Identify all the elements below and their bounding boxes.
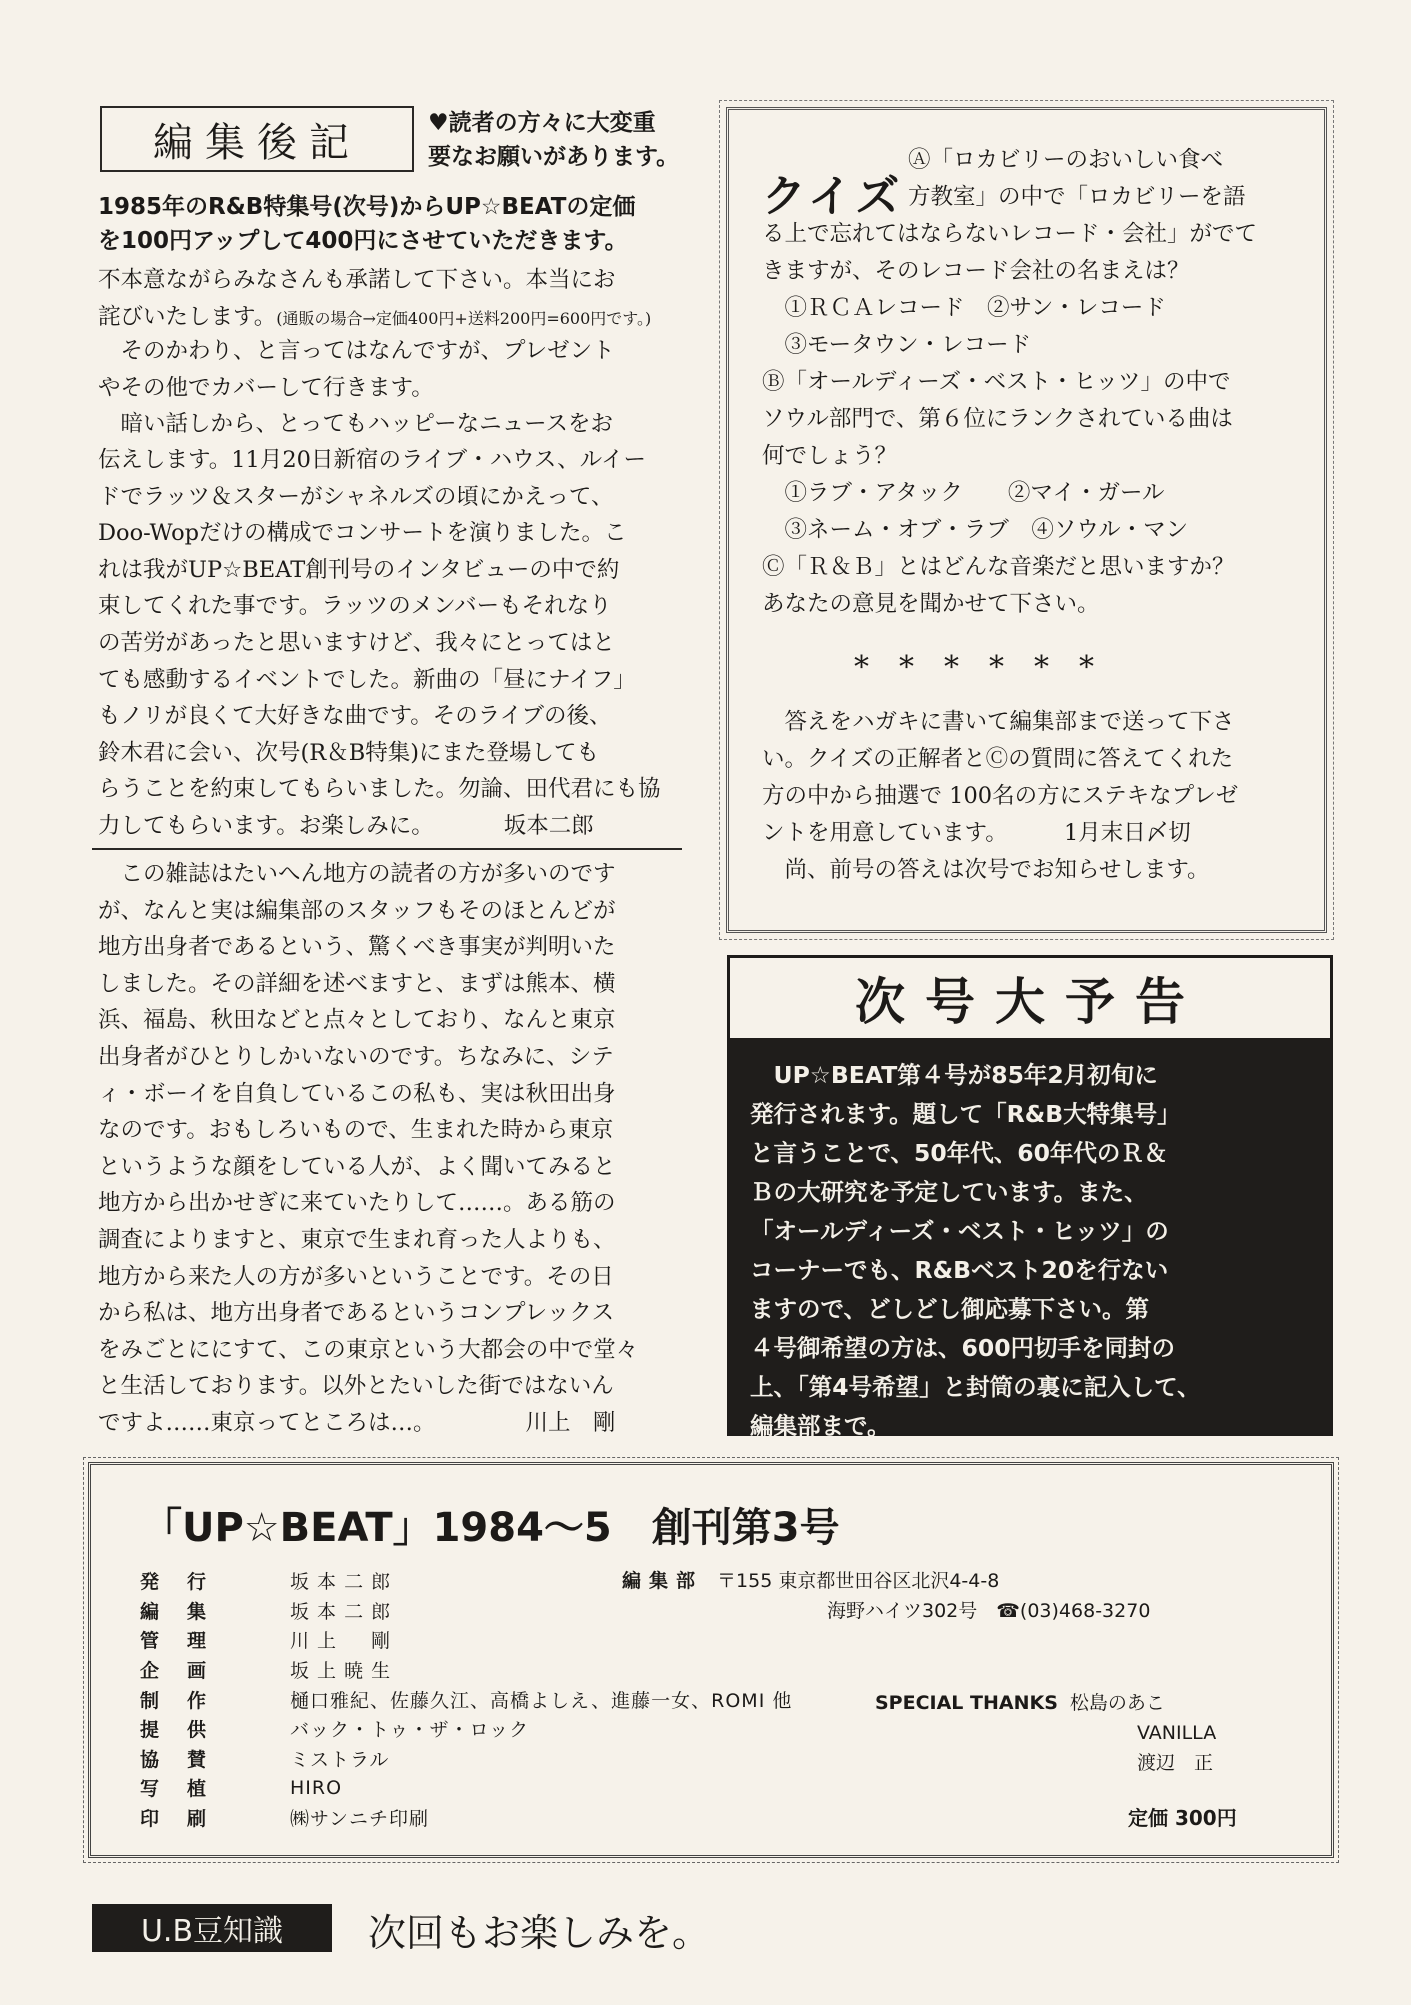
trivia-badge: U.B豆知識 — [92, 1904, 332, 1952]
office-address-line — [622, 1566, 1150, 1596]
signature-sakamoto: 坂本二郎 — [503, 812, 594, 839]
text-line: が、なんと実は編集部のスタッフもそのほとんどが — [98, 897, 616, 924]
text-line: Ⓐ「ロカビリーのおいしい食べ — [908, 147, 1224, 173]
staff-row — [140, 1625, 792, 1655]
text-line: 発行されます。題して「R&B大特集号」 — [750, 1100, 1181, 1128]
text-line: やその他でカバーして行きます。 — [98, 374, 434, 401]
quiz-choice: ③ネーム・オブ・ラブ ④ソウル・マン — [762, 517, 1189, 543]
staff-name: 坂 上 暁 生 — [290, 1660, 392, 1683]
text-line: 尚、前号の答えは次号でお知らせします。 — [762, 857, 1210, 883]
text-line: あなたの意見を聞かせて下さい。 — [762, 591, 1100, 617]
asterisk-divider: ****** — [854, 650, 1124, 685]
text-line: 束してくれた事です。ラッツのメンバーもそれなり — [98, 593, 612, 620]
present-paragraph — [98, 333, 615, 443]
text-line: この雑誌はたいへん地方の読者の方が多いのです — [98, 861, 616, 887]
office-address: 〒155 東京都世田谷区北沢4-4-8 — [717, 1570, 1000, 1592]
text-line: というような顔をしている人が、よく聞いてみると — [98, 1153, 616, 1180]
text-line: 方の中から抽選で 100名の方にステキなプレゼ — [762, 783, 1239, 809]
staff-row — [140, 1744, 792, 1774]
text-line: 「オールディーズ・ベスト・ヒッツ」の — [750, 1217, 1169, 1245]
staff-role: 管理 — [140, 1630, 235, 1653]
next-issue-body — [730, 1038, 1330, 1440]
text-line: れは我がUP☆BEAT創刊号のインタビューの中で約 — [98, 556, 620, 583]
text-line: ドでラッツ＆スターがシャネルズの頃にかえって、 — [98, 483, 614, 510]
signature-kawakami: 川上 剛 — [525, 1409, 616, 1436]
text-line: しました。その詳細を述べますと、まずは熊本、横 — [98, 970, 616, 997]
staff-row — [140, 1773, 792, 1803]
quiz-choice: ③モータウン・レコード — [762, 332, 1032, 358]
text-line: きますが、そのレコード会社の名まえは？ — [762, 258, 1190, 284]
text-line — [98, 299, 651, 338]
thanks-name: 松島のあこ — [1069, 1692, 1165, 1714]
text-line: 上、「第4号希望」と封筒の裏に記入して、 — [750, 1373, 1201, 1401]
staff-name: ㈱サンニチ印刷 — [290, 1808, 430, 1831]
special-thanks — [875, 1688, 1216, 1778]
text-line: 地方から出かせぎに来ていたりして……。ある筋の — [98, 1190, 616, 1217]
issue-number: 創刊第3号 — [651, 1505, 840, 1551]
staff-role: 印刷 — [140, 1808, 235, 1831]
office-label: 編集部 — [622, 1570, 704, 1592]
text-line: る上で忘れてはならないレコード・会社」がでて — [762, 221, 1258, 247]
text-line: もノリが良くて大好きな曲です。そのライブの後、 — [98, 703, 612, 730]
text-line: い。クイズの正解者とⒸの質問に答えてくれた — [762, 746, 1234, 772]
staff-name: バック・トゥ・ザ・ロック — [290, 1719, 530, 1742]
editorial-office — [622, 1566, 1150, 1626]
text-line: 何でしょう？ — [762, 443, 898, 469]
concert-paragraph — [98, 442, 661, 845]
quiz-choice: ①ＲＣＡレコード ②サン・レコード — [762, 295, 1166, 321]
text-line: コーナーでも、R&Bベスト20を行ない — [750, 1256, 1169, 1284]
magazine-name: 「UP☆BEAT」1984〜5 — [142, 1505, 612, 1551]
text-line: ますので、どしどし御応募下さい。第 — [750, 1295, 1150, 1323]
text-line: 調査によりますと、東京で生まれ育った人よりも、 — [98, 1226, 616, 1253]
thanks-name: VANILLA — [1137, 1722, 1217, 1744]
text-line: Doo-Wopだけの構成でコンサートを演りました。こ — [98, 520, 627, 547]
text-line: Ⓑ「オールディーズ・ベスト・ヒッツ」の中で — [762, 369, 1231, 395]
text-line: 地方から来た人の方が多いということです。その日 — [98, 1263, 614, 1290]
text-line: から私は、地方出身者であるというコンプレックス — [98, 1300, 615, 1327]
staff-name: 坂 本 二 郎 — [290, 1600, 392, 1623]
staff-origin-paragraph — [98, 856, 638, 1442]
thanks-line — [875, 1688, 1216, 1718]
text-span: 力してもらいます。お楽しみに。 — [98, 812, 434, 839]
quiz-questions — [762, 216, 1257, 623]
text-line: 方教室」の中で「ロカビリーを語 — [908, 184, 1246, 210]
staff-role: 提供 — [140, 1719, 235, 1742]
trivia-text: 次回もお楽しみを。 — [368, 1911, 711, 1955]
text-line: 答えをハガキに書いて編集部まで送って下さ — [762, 709, 1235, 735]
office-phone: 海野ハイツ302号 ☎(03)468-3270 — [827, 1600, 1151, 1622]
staff-row — [140, 1655, 792, 1685]
postscript-title: 編集後記 — [100, 106, 414, 172]
text-line: 鈴木君に会い、次号(R＆B特集)にまた登場しても — [98, 739, 600, 766]
notice-line: 1985年のR&B特集号(次号)からUP☆BEATの定価 — [98, 194, 636, 220]
text-line: UP☆BEAT第４号が85年2月初旬に — [750, 1061, 1158, 1089]
text-line: 浜、福島、秋田などと点々としており、なんと東京 — [98, 1007, 616, 1034]
quiz-question-a-head — [908, 142, 1246, 216]
text-line: ても感動するイベントでした。新曲の「昼にナイフ」 — [98, 666, 636, 693]
text-line: そのかわり、と言ってはなんですが、プレゼント — [98, 338, 615, 364]
text-line: と言うことで、50年代、60年代のＲ＆ — [750, 1139, 1168, 1167]
staff-role: 協賛 — [140, 1748, 235, 1771]
staff-role: 写植 — [140, 1778, 235, 1801]
text-line: なのです。おもしろいもので、生まれた時から東京 — [98, 1117, 614, 1144]
notice-body — [98, 190, 635, 258]
staff-name: ミストラル — [290, 1748, 390, 1771]
staff-name: 坂 本 二 郎 — [290, 1571, 392, 1594]
text-line: の苦労があったと思いますけど、我々にとってはと — [98, 629, 615, 656]
text-line: Ｂの大研究を予定しています。また、 — [750, 1178, 1148, 1206]
text-line: 編集部まで。 — [750, 1412, 891, 1440]
cover-price: 定価 300円 — [1128, 1806, 1237, 1830]
staff-role: 編集 — [140, 1600, 235, 1623]
notice-line: を100円アップして400円にさせていただきます。 — [98, 228, 628, 254]
text-line: 伝えします。11月20日新宿のライブ・ハウス、ルイー — [98, 447, 646, 473]
text-span: 詫びいたします。 — [98, 303, 277, 330]
colophon-title — [142, 1496, 840, 1553]
notice-header — [428, 106, 679, 174]
thanks-label: SPECIAL THANKS — [875, 1692, 1058, 1714]
notice-line: ♥読者の方々に大変重 — [428, 110, 656, 136]
text-line — [98, 1405, 638, 1442]
text-line: ４号御希望の方は、600円切手を同封の — [750, 1334, 1176, 1362]
apology-paragraph — [98, 262, 651, 337]
text-line: らうことを約束してもらいました。勿論、田代君にも協 — [98, 776, 661, 803]
text-span: ですよ……東京ってところは…。 — [98, 1409, 436, 1436]
quiz-instructions — [762, 704, 1238, 889]
notice-line: 要なお願いがあります。 — [428, 144, 680, 170]
text-line: ィ・ボーイを自負しているこの私も、実は秋田出身 — [98, 1080, 616, 1107]
next-issue-box — [727, 955, 1333, 1440]
text-line: 暗い話しから、とってもハッピーなニュースをお — [98, 411, 614, 438]
quiz-title: クイズ — [762, 171, 904, 222]
section-divider — [92, 848, 682, 850]
text-line: ントを用意しています。 1月末日〆切 — [762, 820, 1191, 846]
text-line: と生活しております。以外とたいした街ではないん — [98, 1373, 614, 1400]
staff-role: 企画 — [140, 1660, 235, 1683]
mail-order-note: (通販の場合→定価400円+送料200円=600円です。) — [276, 308, 652, 328]
staff-name: 川 上 剛 — [290, 1630, 392, 1653]
staff-row — [140, 1803, 792, 1833]
text-line: Ⓒ「Ｒ＆Ｂ」とはどんな音楽だと思いますか？ — [762, 554, 1235, 580]
quiz-choice: ①ラブ・アタック ②マイ・ガール — [762, 480, 1165, 506]
text-line: ソウル部門で、第６位にランクされている曲は — [762, 406, 1233, 432]
next-issue-heading: 次号大予告 — [730, 958, 1330, 1038]
thanks-name: 渡辺 正 — [1137, 1752, 1214, 1774]
text-line: 出身者がひとりしかいないのです。ちなみに、シテ — [98, 1043, 614, 1070]
staff-row — [140, 1714, 792, 1744]
text-line: 地方出身者であるという、驚くべき事実が判明いた — [98, 934, 616, 961]
staff-name: 樋口雅紀、佐藤久江、高橋よしえ、進藤一女、ROMI 他 — [290, 1689, 793, 1712]
staff-row — [140, 1684, 792, 1714]
staff-role: 発行 — [140, 1571, 235, 1594]
text-line: 不本意ながらみなさんも承諾して下さい。本当にお — [98, 267, 616, 293]
staff-role: 制作 — [140, 1689, 235, 1712]
staff-name: HIRO — [290, 1776, 343, 1799]
text-line — [98, 808, 661, 845]
text-line: をみごとににすて、この東京という大都会の中で堂々 — [98, 1336, 639, 1363]
